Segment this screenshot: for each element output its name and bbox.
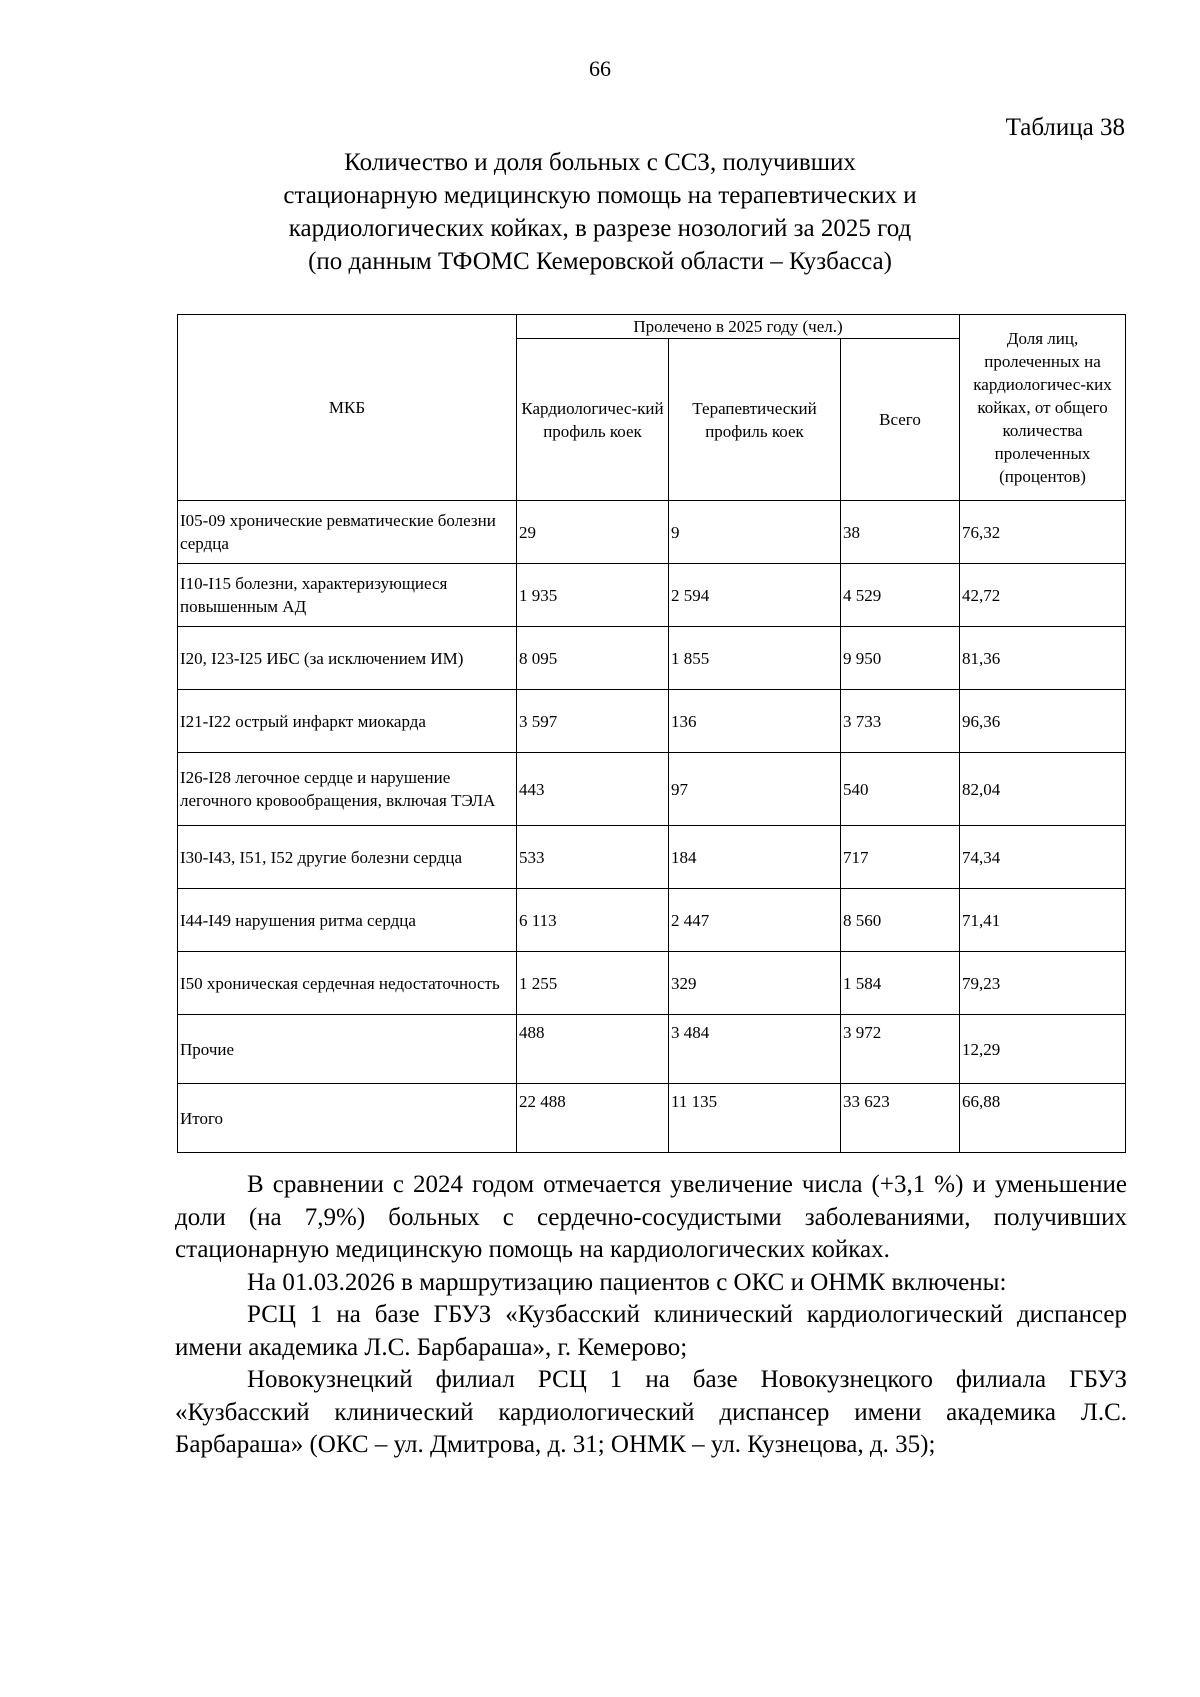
cell-total: 717 — [841, 826, 960, 889]
cell-name: I20, I23-I25 ИБС (за исключением ИМ) — [178, 627, 517, 690]
page-number: 66 — [589, 56, 611, 81]
header-mkb: МКБ — [178, 315, 517, 501]
title-line: Количество и доля больных с ССЗ, получивших — [344, 149, 856, 176]
cell-share: 71,41 — [960, 889, 1126, 952]
cell-total: 8 560 — [841, 889, 960, 952]
header-therapy: Терапевтический профиль коек — [669, 339, 841, 501]
table-title — [175, 146, 1025, 278]
cell-total: 33 623 — [841, 1084, 960, 1153]
cell-cardio: 1 935 — [517, 564, 669, 627]
cell-cardio: 533 — [517, 826, 669, 889]
cell-share: 66,88 — [960, 1084, 1126, 1153]
cell-name: I44-I49 нарушения ритма сердца — [178, 889, 517, 952]
cell-cardio: 3 597 — [517, 690, 669, 753]
cell-share: 12,29 — [960, 1015, 1126, 1084]
cell-therapy: 1 855 — [669, 627, 841, 690]
table-row — [178, 753, 1126, 826]
cell-share: 79,23 — [960, 952, 1126, 1015]
table-row — [178, 952, 1126, 1015]
paragraph: На 01.03.2026 в маршрутизацию пациентов с ОКС и ОНМК включены: — [247, 1268, 1007, 1296]
cell-therapy: 2 594 — [669, 564, 841, 627]
title-line: (по данным ТФОМС Кемеровской области – Кузбасса) — [308, 248, 892, 275]
header-cardio: Кардиологичес-кий профиль коек — [517, 339, 669, 501]
header-treated-group: Пролечено в 2025 году (чел.) — [517, 315, 960, 339]
cell-therapy: 97 — [669, 753, 841, 826]
table-row — [178, 501, 1126, 564]
cell-name: Прочие — [178, 1015, 517, 1084]
table-row — [178, 1015, 1126, 1084]
data-table — [177, 314, 1126, 1153]
cell-name: I10-I15 болезни, характеризующиеся повышенным АД — [178, 564, 517, 627]
cell-cardio: 22 488 — [517, 1084, 669, 1153]
cell-cardio: 29 — [517, 501, 669, 564]
cell-cardio: 8 095 — [517, 627, 669, 690]
cell-cardio: 443 — [517, 753, 669, 826]
header-total: Всего — [841, 339, 960, 501]
cell-name: I50 хроническая сердечная недостаточность — [178, 952, 517, 1015]
paragraph: Новокузнецкий филиал РСЦ 1 на базе Новокузнецкого филиала ГБУЗ «Кузбасский клинический кардиологический диспансер имени академика Л.С. Барбараша» (ОКС – ул. Дмитрова, д. 31; ОНМК – ул. Кузнецова, д. 35); — [175, 1366, 1127, 1458]
title-line: стационарную медицинскую помощь на терапевтических и — [283, 182, 917, 209]
cell-share: 76,32 — [960, 501, 1126, 564]
cell-therapy: 11 135 — [669, 1084, 841, 1153]
cell-therapy: 184 — [669, 826, 841, 889]
cell-share: 96,36 — [960, 690, 1126, 753]
cell-name: Итого — [178, 1084, 517, 1153]
table-row — [178, 690, 1126, 753]
cell-therapy: 2 447 — [669, 889, 841, 952]
cell-total: 38 — [841, 501, 960, 564]
header-share: Доля лиц, пролеченных на кардиологичес-ких койках, от общего количества пролеченных (процентов) — [960, 315, 1126, 501]
cell-therapy: 3 484 — [669, 1015, 841, 1084]
cell-total: 9 950 — [841, 627, 960, 690]
table-row — [178, 826, 1126, 889]
cell-share: 42,72 — [960, 564, 1126, 627]
cell-name: I21-I22 острый инфаркт миокарда — [178, 690, 517, 753]
cell-share: 74,34 — [960, 826, 1126, 889]
cell-name: I30-I43, I51, I52 другие болезни сердца — [178, 826, 517, 889]
cell-total: 540 — [841, 753, 960, 826]
cell-cardio: 6 113 — [517, 889, 669, 952]
cell-therapy: 9 — [669, 501, 841, 564]
paragraph: В сравнении с 2024 годом отмечается увеличение числа (+3,1 %) и уменьшение доли (на 7,9%) больных с сердечно-сосудистыми заболеваниями, получивших стационарную медицинскую помощь на кардиологических койках. — [175, 1171, 1127, 1263]
cell-cardio: 1 255 — [517, 952, 669, 1015]
cell-total: 4 529 — [841, 564, 960, 627]
cell-total: 1 584 — [841, 952, 960, 1015]
table-number: Таблица 38 — [1005, 114, 1125, 141]
table-row — [178, 1084, 1126, 1153]
cell-name: I05-09 хронические ревматические болезни сердца — [178, 501, 517, 564]
cell-total: 3 972 — [841, 1015, 960, 1084]
paragraph: РСЦ 1 на базе ГБУЗ «Кузбасский клинический кардиологический диспансер имени академика Л.С. Барбараша», г. Кемерово; — [175, 1301, 1127, 1361]
table-row — [178, 627, 1126, 690]
table-row — [178, 564, 1126, 627]
cell-name: I26-I28 легочное сердце и нарушение легочного кровообращения, включая ТЭЛА — [178, 753, 517, 826]
table-row — [178, 889, 1126, 952]
title-line: кардиологических койках, в разрезе нозологий за 2025 год — [288, 215, 912, 242]
cell-cardio: 488 — [517, 1015, 669, 1084]
cell-therapy: 136 — [669, 690, 841, 753]
cell-share: 82,04 — [960, 753, 1126, 826]
body-text — [175, 1169, 1127, 1462]
cell-share: 81,36 — [960, 627, 1126, 690]
cell-therapy: 329 — [669, 952, 841, 1015]
cell-total: 3 733 — [841, 690, 960, 753]
